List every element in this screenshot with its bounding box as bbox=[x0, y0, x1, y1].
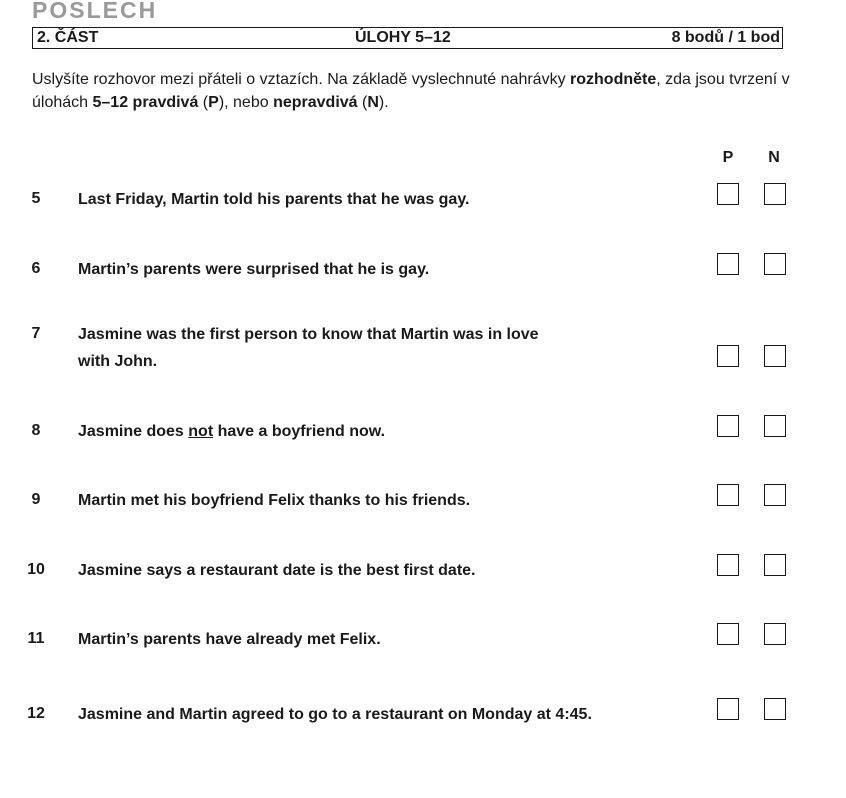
points-label: 8 bodů / 1 bod bbox=[671, 29, 780, 46]
question-text: Jasmine says a restaurant date is the best first date. bbox=[78, 562, 476, 579]
question-number: 7 bbox=[31, 325, 41, 342]
question-item-12 bbox=[0, 698, 846, 758]
instructions-text-4: ), nebo bbox=[218, 94, 274, 111]
question-item-5 bbox=[0, 183, 846, 243]
question-text: Last Friday, Martin told his parents that he was gay. bbox=[78, 191, 470, 208]
instructions-text-6: ). bbox=[378, 94, 389, 111]
task-header bbox=[32, 27, 783, 49]
question-text bbox=[78, 418, 638, 445]
question-item-6 bbox=[0, 253, 846, 313]
column-header-p: P bbox=[722, 149, 734, 166]
answer-checkbox-n[interactable] bbox=[764, 623, 786, 645]
question-text-pre: Jasmine does bbox=[78, 423, 189, 440]
question-number: 8 bbox=[31, 422, 41, 439]
instructions-text-1: Uslyšíte rozhovor mezi přáteli o vztazích. Na základě vyslechnuté nahrávky bbox=[32, 71, 571, 88]
answer-checkbox-n[interactable] bbox=[764, 554, 786, 576]
part-label: 2. ČÁST bbox=[37, 29, 99, 46]
question-number: 9 bbox=[31, 491, 41, 508]
answer-checkbox-p[interactable] bbox=[717, 345, 739, 367]
answer-checkbox-n[interactable] bbox=[764, 698, 786, 720]
instructions bbox=[32, 68, 792, 114]
section-title: POSLECH bbox=[32, 0, 158, 23]
answer-checkbox-n[interactable] bbox=[764, 183, 786, 205]
question-number: 6 bbox=[31, 260, 41, 277]
question-number: 10 bbox=[27, 561, 45, 578]
answer-checkbox-p[interactable] bbox=[717, 554, 739, 576]
answer-checkbox-n[interactable] bbox=[764, 253, 786, 275]
question-item-11 bbox=[0, 623, 846, 683]
question-number: 11 bbox=[27, 630, 45, 647]
answer-checkbox-p[interactable] bbox=[717, 484, 739, 506]
answer-checkbox-p[interactable] bbox=[717, 698, 739, 720]
question-text-post: have a boyfriend now. bbox=[213, 423, 386, 440]
question-text: Martin met his boyfriend Felix thanks to his friends. bbox=[78, 492, 471, 509]
question-item-10 bbox=[0, 554, 846, 614]
answer-checkbox-n[interactable] bbox=[764, 415, 786, 437]
instructions-text-3: ( bbox=[198, 94, 209, 111]
tasks-label: ÚLOHY 5–12 bbox=[355, 29, 451, 46]
question-item-9 bbox=[0, 484, 846, 544]
question-text-line-1: Jasmine was the first person to know that Martin was in love bbox=[78, 326, 539, 343]
question-text: Martin’s parents have already met Felix. bbox=[78, 631, 381, 648]
column-header-n: N bbox=[768, 149, 780, 166]
question-item-8 bbox=[0, 415, 846, 475]
question-text-line-2: with John. bbox=[78, 353, 158, 370]
answer-checkbox-n[interactable] bbox=[764, 484, 786, 506]
question-text-underlined: not bbox=[188, 423, 214, 440]
answer-checkbox-n[interactable] bbox=[764, 345, 786, 367]
question-text: Martin’s parents were surprised that he is gay. bbox=[78, 261, 430, 278]
question-number: 12 bbox=[27, 705, 45, 722]
instructions-bold-1: rozhodněte bbox=[570, 71, 657, 88]
question-text: Jasmine and Martin agreed to go to a restaurant on Monday at 4:45. bbox=[78, 706, 592, 723]
answer-checkbox-p[interactable] bbox=[717, 415, 739, 437]
instructions-bold-5: N bbox=[367, 94, 379, 111]
instructions-bold-4: nepravdivá bbox=[273, 94, 358, 111]
instructions-bold-3: P bbox=[208, 94, 219, 111]
instructions-text-5: ( bbox=[357, 94, 368, 111]
question-text bbox=[78, 321, 638, 375]
answer-checkbox-p[interactable] bbox=[717, 183, 739, 205]
question-number: 5 bbox=[31, 190, 41, 207]
answer-checkbox-p[interactable] bbox=[717, 623, 739, 645]
question-item-7 bbox=[0, 320, 846, 380]
instructions-bold-2: 5–12 pravdivá bbox=[92, 94, 199, 111]
instructions-text-2: , zda jsou tvrzení v úlohách bbox=[32, 71, 790, 111]
answer-checkbox-p[interactable] bbox=[717, 253, 739, 275]
